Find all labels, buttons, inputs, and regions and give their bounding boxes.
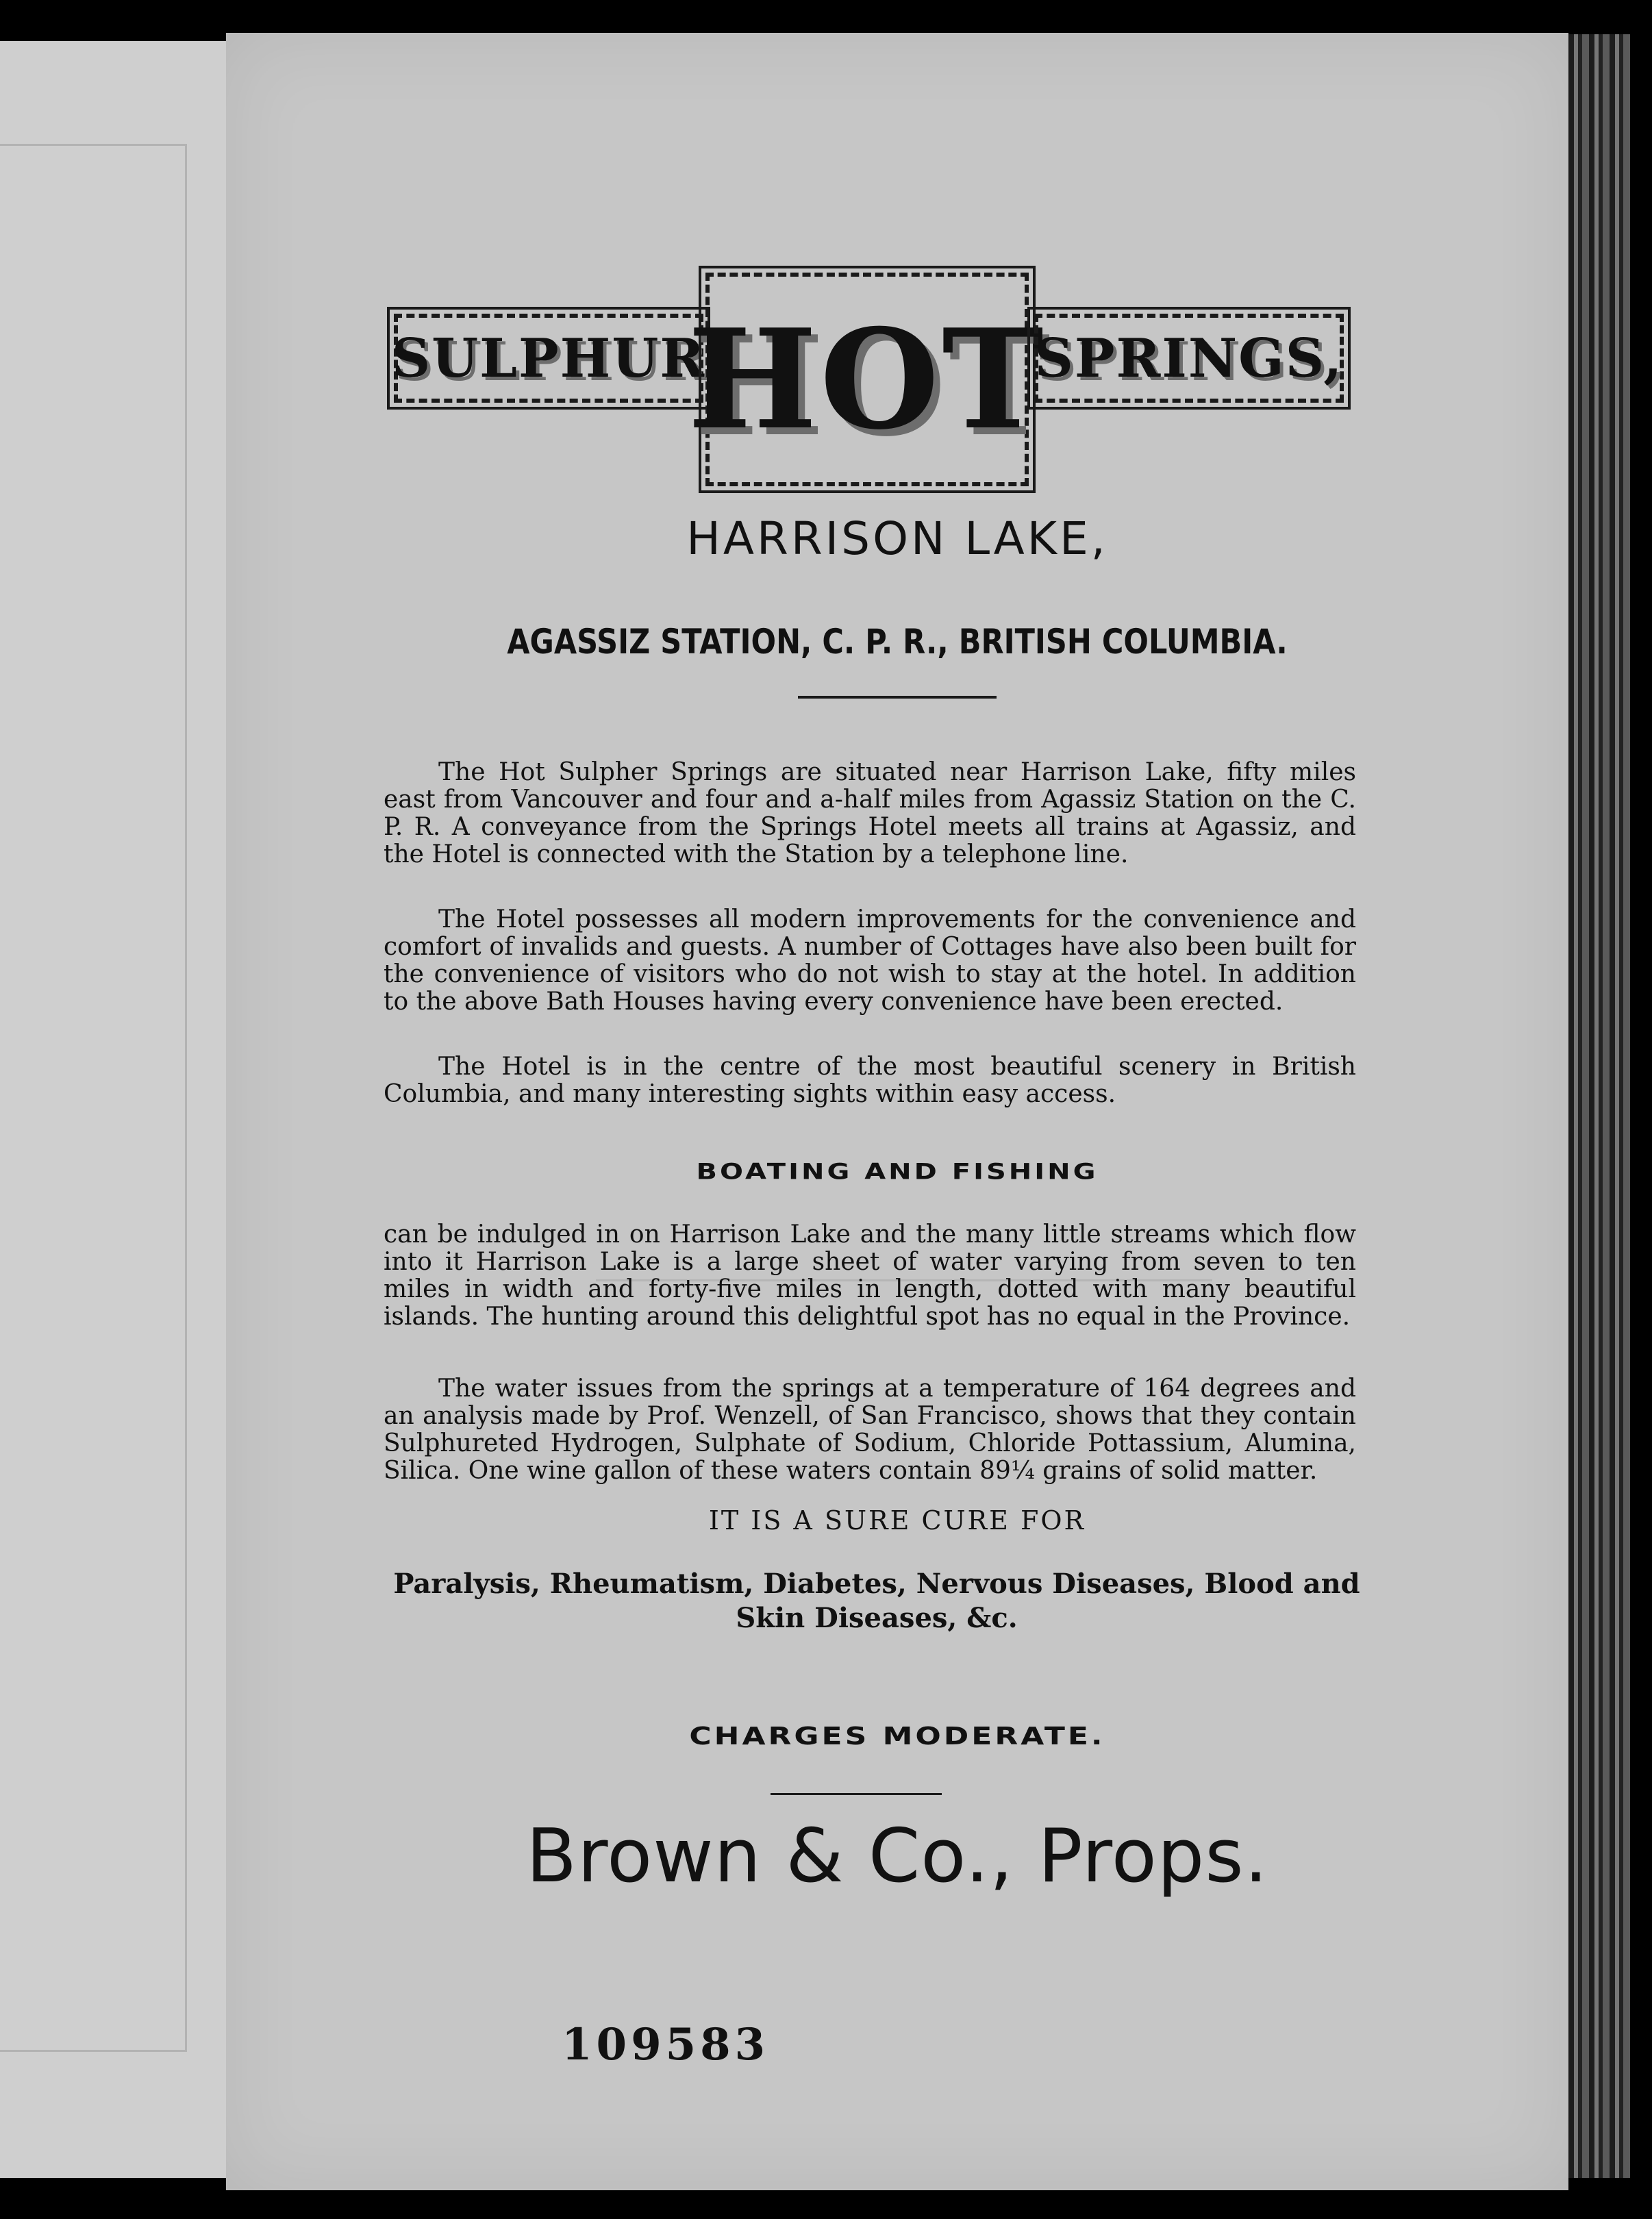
cure-heading: IT IS A SURE CURE FOR	[708, 1505, 1086, 1535]
paragraph-water: The water issues from the springs at a temperature of 164 degrees and an analysis made by Prof. Wenzell, of San Francisco, shows that they contain Sulphureted Hydrogen, Sulphate of Sodium, Chloride Pottassium, Alumina, Silica. One wine gallon of these waters contain 89¼ grains of solid matter.	[384, 1375, 1356, 1485]
banner-center-word: HOT	[688, 299, 1047, 460]
paragraph-scenery: The Hotel is in the centre of the most beautiful scenery in British Columbia, and many interesting sights within easy access.	[384, 1053, 1356, 1108]
banner-right-word: SPRINGS,	[1034, 327, 1344, 390]
divider-bottom	[771, 1793, 942, 1795]
banner-center	[688, 273, 1047, 486]
cure-list: Paralysis, Rheumatism, Diabetes, Nervous Diseases, Blood and Skin Diseases, &c.	[393, 1568, 1360, 1634]
catalog-number: 109583	[562, 2019, 770, 2070]
divider-top	[798, 696, 997, 699]
facing-page-border	[0, 144, 187, 2052]
paragraph-hotel: The Hotel possesses all modern improvements for the convenience and comfort of invalids and guests. A number of Cottages have also been built for the convenience of visitors who do not wish to stay at the hotel. In addition to the above Bath Houses having every convenience have been erected.	[384, 905, 1356, 1016]
page-edges	[1562, 34, 1630, 2178]
charges-heading: CHARGES MODERATE.	[689, 1722, 1105, 1751]
banner-right	[1034, 314, 1344, 403]
paragraph-boating: can be indulged in on Harrison Lake and the many little streams which flow into it Harrison Lake is a large sheet of water varying from seven to ten miles in width and forty-five miles in length, dotted with many beautiful islands. The hunting around this delightful spot has no equal in the Province.	[384, 1220, 1356, 1331]
boating-heading: BOATING AND FISHING	[696, 1159, 1099, 1185]
location-title: HARRISON LAKE,	[686, 512, 1108, 565]
banner-left-word: SULPHUR	[391, 327, 706, 390]
banner-left	[391, 314, 706, 403]
proprietors-line: Brown & Co., Props.	[526, 1814, 1268, 1899]
advertisement-page	[226, 33, 1568, 2190]
facing-page	[0, 41, 236, 2178]
paragraph-location: The Hot Sulpher Springs are situated near Harrison Lake, fifty miles east from Vancouver and four and a-half miles from Agassiz Station on the C. P. R. A conveyance from the Springs Hotel meets all trains at Agassiz, and the Hotel is connected with the Station by a telephone line.	[384, 758, 1356, 868]
location-subtitle: AGASSIZ STATION, C. P. R., BRITISH COLUMBIA.	[507, 622, 1288, 662]
